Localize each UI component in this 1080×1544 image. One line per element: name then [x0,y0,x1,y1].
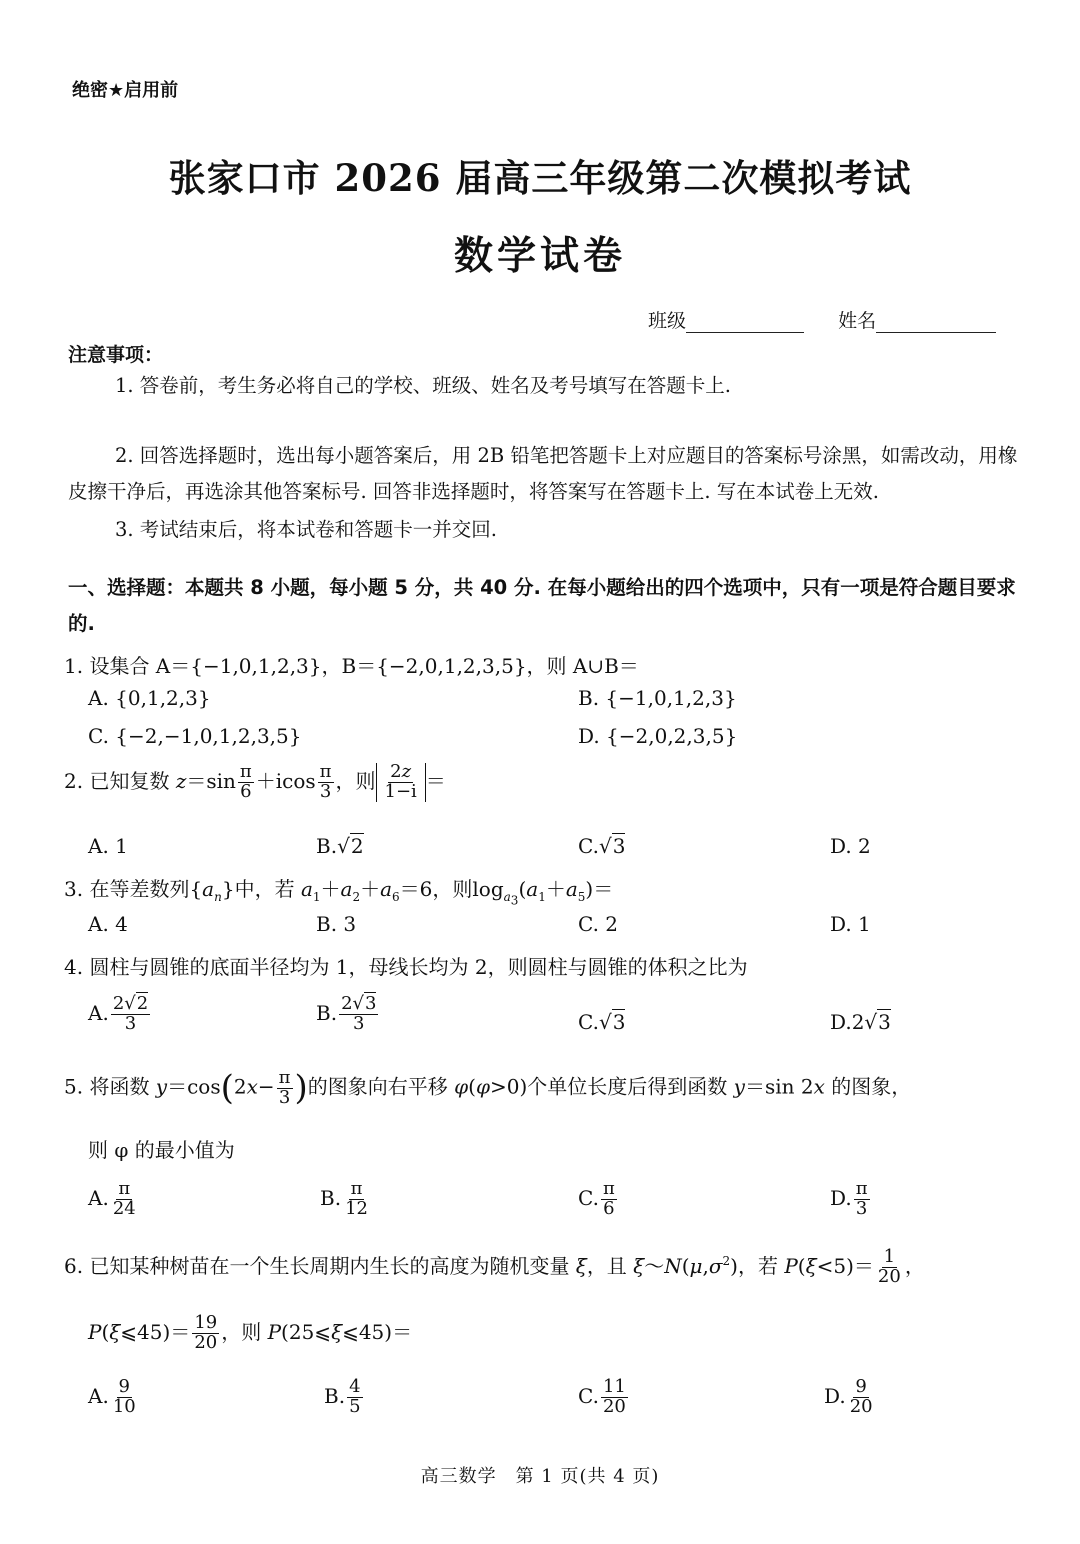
q2-option-d: D. 2 [830,834,871,858]
q4-option-c: C.√3 [578,1010,626,1034]
q4-option-d: D.2√3 [830,1010,891,1034]
q6-option-c: C. $\frac{11}{20}$ [578,1376,626,1417]
notice-item-1: 1. 答卷前，考生务必将自己的学校、班级、姓名及考号填写在答题卡上. [115,374,732,397]
q2-prefix: 2. 已知复数 [64,768,170,793]
section-heading [68,570,1018,642]
q1-option-a: A. {0,1,2,3} [88,686,211,710]
question-4-stem: 4. 圆柱与圆锥的底面半径均为 1，母线长均为 2，则圆柱与圆锥的体积之比为 [64,955,748,979]
q4-option-a: A. $\frac{2√2}{3}$ [88,993,149,1034]
q6-option-a: A. $\frac{9}{10}$ [88,1376,136,1417]
class-label: 班级 [648,310,687,332]
confidential-label: 绝密★启用前 [72,80,179,101]
notice-item-3: 3. 考试结束后，将本试卷和答题卡一并交回. [115,518,498,541]
class-blank [686,314,804,333]
section-heading-text: 一、选择题：本题共 8 小题，每小题 5 分，共 40 分. 在每小题给出的四个选项中，只有一项是符合题目要求的. [68,576,1016,635]
name-label: 姓名 [838,310,877,332]
name-blank [876,314,996,333]
q5-option-b: B. $\frac{\pi}{12}$ [320,1178,368,1219]
q3-option-d: D. 1 [830,912,871,936]
q3-option-b: B. 3 [316,912,357,936]
question-6-line2: P(ξ⩽45)＝ $\frac{19}{20}$ ，则 P(25⩽ξ⩽45)＝ [88,1312,413,1353]
q4-option-b: B. $\frac{2√3}{3}$ [316,993,377,1034]
notice-heading: 注意事项： [68,344,164,366]
q2-option-b: B.√2 [316,834,364,858]
notice-item-2: 2. 回答选择题时，选出每小题答案后，用 2B 铅笔把答题卡上对应题目的答案标号涂黑，如需改动，用橡皮擦干净后，再选涂其他答案标号. 回答非选择题时，将答案写在答题卡上. 写在本试卷上无效. [68,444,1018,503]
page-footer: 高三数学 第 1 页(共 4 页) [420,1466,660,1487]
question-1-stem: 1. 设集合 A＝{−1,0,1,2,3}，B＝{−2,0,1,2,3,5}，则 A∪B＝ [64,654,639,678]
question-5-line2: 则 φ 的最小值为 [88,1138,235,1162]
q5-option-d: D. $\frac{\pi}{3}$ [830,1178,868,1219]
q2-option-c: C.√3 [578,834,626,858]
q3-option-c: C. 2 [578,912,619,936]
question-6-stem: 6. 已知某种树苗在一个生长周期内生长的高度为随机变量 ξ，且 $\xi\sim N(\mu,\sigma^2)$，若 P(ξ<5)＝ $\frac{1}{20}$ ， [64,1246,925,1287]
q5-option-a: A. $\frac{\pi}{24}$ [88,1178,136,1219]
q6-option-b: B. $\frac{4}{5}$ [324,1376,361,1417]
q1-option-b: B. {−1,0,1,2,3} [578,686,737,710]
q3-option-a: A. 4 [88,912,128,936]
question-5-stem: 5. 将函数 y＝cos(2x− $\frac{\pi}{3}$ )的图象向右平移 φ(φ>0)个单位长度后得到函数 y＝sin 2x 的图象， [64,1066,912,1108]
question-3-stem: 3. 在等差数列$\{a_n\}$中，若 $a_1+a_2+a_6=6$，则$\log_{a_3}(a_1+a_5)=$ [64,877,614,908]
q1-option-c: C. {−2,−1,0,1,2,3,5} [88,724,302,748]
q6-option-d: D. $\frac{9}{20}$ [824,1376,873,1417]
q1-option-d: D. {−2,0,2,3,5} [578,724,738,748]
q5-option-c: C. $\frac{\pi}{6}$ [578,1178,615,1219]
exam-title: 张家口市 2026 届高三年级第二次模拟考试 [168,156,912,200]
exam-subject-title: 数学试卷 [453,233,626,279]
q2-option-a: A. 1 [88,834,128,858]
student-info-row [648,306,996,333]
question-2-stem: 2. 已知复数 z＝sin $\frac{\pi}{6}$ ＋icos $\frac{\pi}{3}$ ，则 $\frac{2z}{1-i}$ ＝ [64,761,446,802]
